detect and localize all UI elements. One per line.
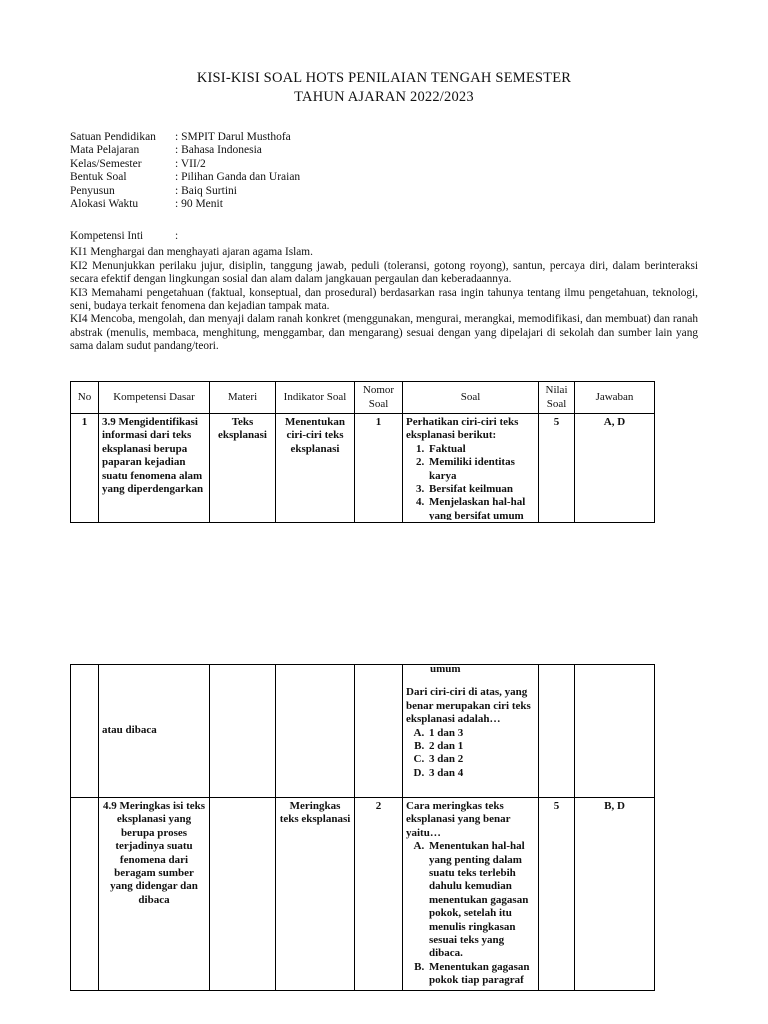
cell-no xyxy=(71,798,99,991)
info-label: Satuan Pendidikan xyxy=(70,131,156,143)
cell-jawaban: A, D xyxy=(575,414,655,523)
cell-nilai: 5 xyxy=(539,798,575,991)
info-row xyxy=(70,158,300,171)
info-value: : 90 Menit xyxy=(175,198,223,211)
info-label: Kelas/Semester xyxy=(70,157,142,170)
cell-kompetensi-dasar xyxy=(99,665,210,798)
header-materi: Materi xyxy=(210,382,276,414)
cell-nilai xyxy=(539,665,575,798)
header-jawaban: Jawaban xyxy=(575,382,655,414)
ki-heading-colon: : xyxy=(175,230,179,242)
list-item-continuation: umum xyxy=(430,663,461,675)
cell-jawaban: B, D xyxy=(575,798,655,991)
soal-question: Dari ciri-ciri di atas, yang benar merupakan ciri teks eksplanasi adalah… xyxy=(406,686,531,726)
list-item: 2. Memiliki identitas karya xyxy=(427,456,535,483)
option-item: A. Menentukan hal-hal yang penting dalam suatu teks terlebih dahulu kemudian menentukan gagasan pokok, setelah itu menulis ringkasan sesuai teks yang dibaca. xyxy=(427,840,535,961)
header-nomor-soal: Nomor Soal xyxy=(355,382,403,414)
ki4-text: KI4 Mencoba, mengolah, dan menyaji dalam ranah konkret (menggunakan, mengurai, merangkai, memodifikasi, dan membuat) dan ranah abstrak (menulis, membaca, menghitung, menggambar, dan mengarang) sesuai dengan yang dipelajari di sekolah dan sumber lain yang sama dalam sudut pandang/teori. xyxy=(70,313,698,353)
identity-block xyxy=(70,131,300,211)
header-nilai-soal: Nilai Soal xyxy=(539,382,575,414)
document-title: KISI-KISI SOAL HOTS PENILAIAN TENGAH SEMESTER xyxy=(196,70,572,86)
kd-text: 3.9 Mengidentifikasi informasi dari teks eksplanasi berupa paparan kejadian suatu fenomena alam yang diperdengarkan xyxy=(102,416,204,496)
info-value: : VII/2 xyxy=(175,157,206,170)
info-label: Mata Pelajaran xyxy=(70,144,140,157)
info-row xyxy=(70,198,300,211)
cell-materi xyxy=(210,665,276,798)
option-item: D. 3 dan 4 xyxy=(427,767,535,780)
ki-heading-label: Kompetensi Inti xyxy=(70,230,144,242)
cell-soal xyxy=(403,414,539,523)
table-row xyxy=(71,665,655,798)
kd-continuation: atau dibaca xyxy=(102,724,157,737)
header-kompetensi-dasar: Kompetensi Dasar xyxy=(99,382,210,414)
cell-no xyxy=(71,665,99,798)
list-item: 4. Menjelaskan hal-hal yang bersifat umum xyxy=(427,496,535,520)
info-label: Alokasi Waktu xyxy=(70,198,139,211)
header-no: No xyxy=(71,382,99,414)
ki1-text: KI1 Menghargai dan menghayati ajaran agama Islam. xyxy=(70,246,313,259)
soal-intro: Perhatikan ciri-ciri teks eksplanasi berikut: xyxy=(406,416,519,442)
list-item: 1. Faktual xyxy=(427,443,535,456)
info-value: : Bahasa Indonesia xyxy=(175,144,262,157)
cell-nomor-soal xyxy=(355,665,403,798)
cell-indikator xyxy=(276,665,355,798)
kisi-table-page2 xyxy=(70,664,655,991)
option-item: B. Menentukan gagasan pokok tiap paragraf xyxy=(427,961,535,988)
cell-no: 1 xyxy=(71,414,99,523)
header-indikator-soal: Indikator Soal xyxy=(276,382,355,414)
cell-kompetensi-dasar: 4.9 Meringkas isi teks eksplanasi yang berupa proses terjadinya suatu fenomena dari beragam sumber yang didengar dan dibaca xyxy=(99,798,210,991)
cell-nomor-soal: 1 xyxy=(355,414,403,523)
cell-kompetensi-dasar xyxy=(99,414,210,523)
cell-nilai: 5 xyxy=(539,414,575,523)
info-label: Penyusun xyxy=(70,184,115,197)
cell-nomor-soal: 2 xyxy=(355,798,403,991)
ki-heading xyxy=(70,230,698,243)
option-item: B. 2 dan 1 xyxy=(427,740,535,753)
cell-indikator: Menentukan ciri-ciri teks eksplanasi xyxy=(276,414,355,523)
cell-indikator: Meringkas teks eksplanasi xyxy=(276,798,355,991)
soal-intro: Cara meringkas teks eksplanasi yang benar yaitu… xyxy=(406,800,511,839)
kompetensi-inti-block xyxy=(70,230,698,354)
document-subtitle: TAHUN AJARAN 2022/2023 xyxy=(294,89,474,105)
kisi-table-page1 xyxy=(70,381,655,523)
option-item: A. 1 dan 3 xyxy=(427,727,535,740)
cell-materi xyxy=(210,798,276,991)
cell-soal xyxy=(403,665,539,798)
table-row xyxy=(71,798,655,991)
info-row xyxy=(70,185,300,198)
options-list xyxy=(406,727,535,781)
ciri-list xyxy=(406,443,535,520)
info-value: : Pilihan Ganda dan Uraian xyxy=(175,171,301,184)
soal-continuation xyxy=(406,663,535,780)
header-soal: Soal xyxy=(403,382,539,414)
ki3-text: KI3 Memahami pengetahuan (faktual, konseptual, dan prosedural) berdasarkan rasa ingin tahunya tentang ilmu pengetahuan, teknologi, seni, budaya terkait fenomena dan kejadian tampak mata. xyxy=(70,286,698,313)
info-row xyxy=(70,171,300,184)
soal-content xyxy=(406,416,535,520)
list-item: 3. Bersifat keilmuan xyxy=(427,483,535,496)
cell-jawaban xyxy=(575,665,655,798)
info-value: : SMPIT Darul Musthofa xyxy=(175,131,291,143)
table-row xyxy=(71,414,655,523)
ki2-text: KI2 Menunjukkan perilaku jujur, disiplin, tanggung jawab, peduli (toleransi, gotong royong), santun, percaya diri, dalam berinteraksi secara efektif dengan lingkungan sosial dan alam dalam jangkauan pergaulan dan keberadaannya. xyxy=(70,259,698,286)
options-list xyxy=(406,840,535,987)
info-value: : Baiq Surtini xyxy=(175,184,237,197)
table-header-row xyxy=(71,382,655,414)
cell-soal xyxy=(403,798,539,991)
option-item: C. 3 dan 2 xyxy=(427,753,535,766)
info-label: Bentuk Soal xyxy=(70,171,127,184)
info-row xyxy=(70,131,300,144)
info-row xyxy=(70,144,300,157)
cell-materi: Teks eksplanasi xyxy=(210,414,276,523)
